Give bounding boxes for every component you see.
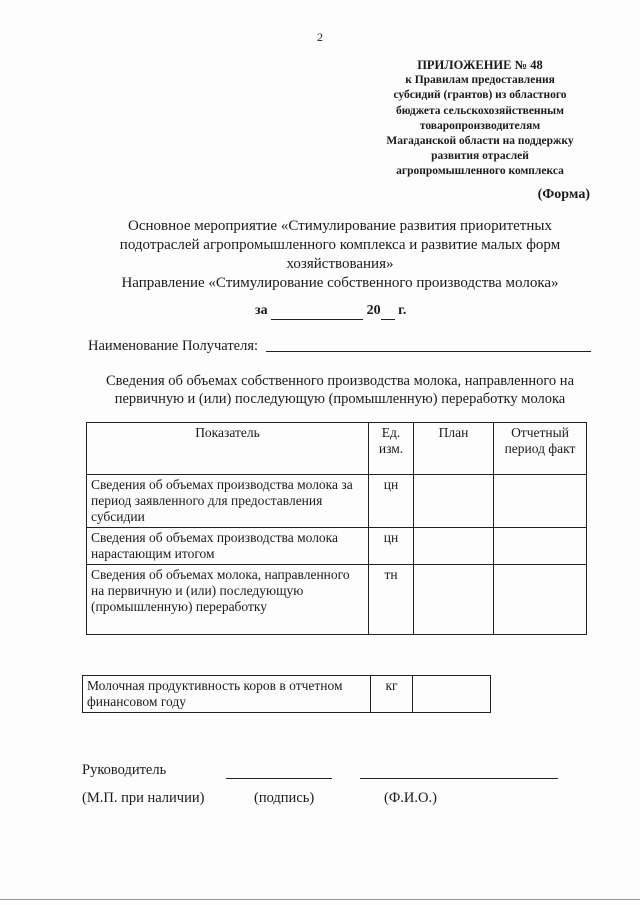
appendix-line: развития отраслей [431, 150, 529, 163]
period-year-blank[interactable] [381, 303, 395, 320]
name-caption: (Ф.И.О.) [384, 790, 437, 806]
productivity-table [82, 675, 491, 713]
signature-field[interactable] [226, 778, 332, 779]
table-header-row [87, 423, 587, 475]
period-blank[interactable] [271, 303, 363, 320]
period-suffix: г. [398, 303, 407, 318]
heading-line: подотраслей агропромышленного комплекса и развитие малых форм [119, 237, 561, 253]
table-row [87, 565, 587, 635]
info-line: первичную и (или) последующую (промышленную) переработку молока [114, 391, 566, 407]
page-number: 2 [317, 30, 323, 44]
heading-line: Направление «Стимулирование собственного производства молока» [121, 275, 559, 291]
form-label: (Форма) [537, 187, 590, 202]
unit-cell: тн [369, 565, 414, 635]
appendix-line: субсидий (грантов) из областного [393, 89, 567, 102]
signature-caption: (подпись) [254, 790, 315, 806]
indicator-cell: Сведения об объемах молока, направленного на первичную и (или) последующую (промышленную) переработку [87, 565, 369, 635]
productivity-label: Молочная продуктивность коров в отчетном финансовом году [83, 676, 371, 713]
page-bottom-edge [0, 899, 640, 900]
plan-cell[interactable] [414, 475, 494, 528]
period-line [255, 303, 406, 320]
column-header-indicator: Показатель [87, 423, 369, 475]
appendix-title: ПРИЛОЖЕНИЕ № 48 [417, 58, 543, 72]
signature-head-label: Руководитель [82, 762, 167, 778]
appendix-line: Магаданской области на поддержку [386, 135, 574, 148]
appendix-block [330, 58, 630, 180]
recipient-label: Наименование Получателя: [88, 338, 259, 354]
column-header-unit: Ед. изм. [369, 423, 414, 475]
plan-cell[interactable] [414, 565, 494, 635]
column-header-fact: Отчетный период факт [494, 423, 587, 475]
data-table [86, 422, 587, 635]
productivity-unit: кг [371, 676, 413, 713]
heading-block [60, 217, 620, 293]
table-row [87, 475, 587, 528]
seal-label: (М.П. при наличии) [82, 790, 205, 806]
info-block [60, 372, 620, 408]
heading-line: хозяйствования» [286, 256, 394, 272]
appendix-line: товаропроизводителям [419, 119, 541, 132]
indicator-cell: Сведения об объемах производства молока нарастающим итогом [87, 528, 369, 565]
appendix-line: к Правилам предоставления [405, 74, 555, 87]
productivity-value-cell[interactable] [413, 676, 491, 713]
plan-cell[interactable] [414, 528, 494, 565]
fact-cell[interactable] [494, 565, 587, 635]
period-prefix: за [255, 303, 268, 318]
indicator-cell: Сведения об объемах производства молока за период заявленного для предоставления субсидии [87, 475, 369, 528]
unit-cell: цн [369, 528, 414, 565]
appendix-line: бюджета сельскохозяйственным [396, 104, 564, 117]
name-field[interactable] [360, 778, 558, 779]
recipient-field[interactable] [266, 351, 591, 352]
appendix-line: агропромышленного комплекса [396, 165, 564, 178]
fact-cell[interactable] [494, 475, 587, 528]
period-year-prefix: 20 [366, 303, 381, 318]
fact-cell[interactable] [494, 528, 587, 565]
info-line: Сведения об объемах собственного производства молока, направленного на [105, 373, 575, 389]
heading-line: Основное мероприятие «Стимулирование развития приоритетных [128, 218, 552, 234]
table-row [87, 528, 587, 565]
column-header-plan: План [414, 423, 494, 475]
unit-cell: цн [369, 475, 414, 528]
table-row [83, 676, 491, 713]
